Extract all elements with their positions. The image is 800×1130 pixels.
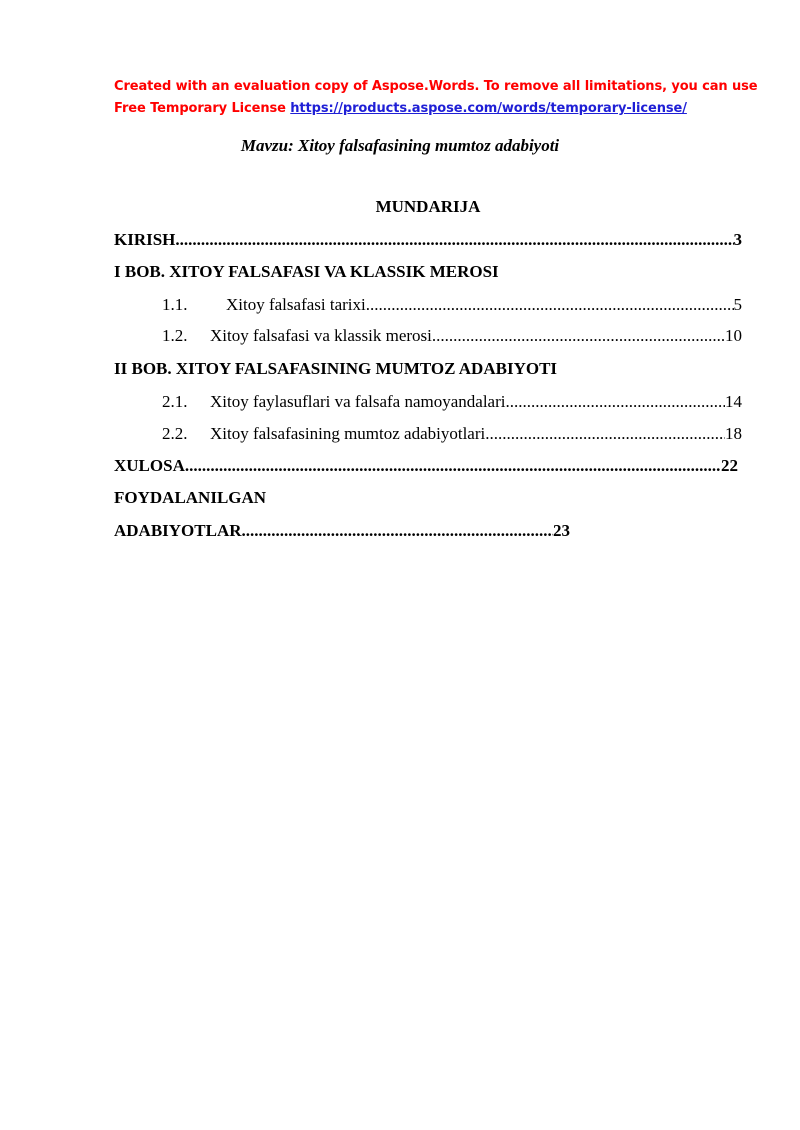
toc-entry-intro[interactable] — [114, 230, 742, 250]
toc-leader-dots — [366, 295, 734, 315]
toc-chapter-2[interactable] — [114, 359, 557, 379]
toc-entry-label: KIRISH — [114, 230, 176, 249]
evaluation-watermark — [114, 76, 758, 120]
toc-section-2-1[interactable] — [162, 392, 742, 412]
toc-section-1-2[interactable] — [162, 326, 742, 346]
watermark-text-line1: Created with an evaluation copy of Aspose.Words. To remove all limitations, you can use — [114, 79, 758, 94]
watermark-license-link[interactable]: https://products.aspose.com/words/temporary-license/ — [290, 101, 687, 116]
toc-leader-dots — [242, 521, 553, 541]
toc-entry-label: XULOSA — [114, 456, 185, 475]
toc-leader-dots — [485, 424, 725, 444]
toc-leader-dots — [432, 326, 725, 346]
document-subject: Mavzu: Xitoy falsafasining mumtoz adabiyoti — [240, 136, 560, 155]
toc-chapter-1[interactable] — [114, 262, 499, 282]
toc-entry-label: Xitoy faylasuflari va falsafa namoyandalari — [210, 392, 506, 411]
toc-page-number: 3 — [733, 230, 742, 249]
toc-entry-conclusion[interactable] — [114, 456, 738, 476]
toc-section-number: 2.1. — [162, 392, 188, 411]
toc-section-number: 1.2. — [162, 326, 188, 345]
toc-leader-dots — [505, 392, 725, 412]
toc-leader-dots — [175, 230, 733, 250]
toc-section-number: 1.1. — [162, 295, 188, 314]
toc-section-2-2[interactable] — [162, 424, 742, 444]
toc-entry-label: ADABIYOTLAR — [114, 521, 242, 540]
toc-leader-dots — [185, 456, 721, 476]
toc-entry-label: Xitoy falsafasi tarixi — [226, 295, 366, 314]
toc-entry-references[interactable] — [114, 521, 570, 541]
toc-entry-label: II BOB. XITOY FALSAFASINING MUMTOZ ADABIYOTI — [114, 359, 558, 378]
toc-entry-label: FOYDALANILGAN — [114, 488, 267, 507]
toc-entry-label: I BOB. XITOY FALSAFASI VA KLASSIK MEROSI — [114, 262, 499, 281]
toc-page-number: 10 — [725, 326, 742, 345]
toc-page-number: 18 — [725, 424, 742, 443]
toc-section-number: 2.2. — [162, 424, 188, 443]
toc-page-number: 22 — [721, 456, 738, 475]
watermark-license-label: Free Temporary License — [114, 101, 286, 116]
toc-entry-label: Xitoy falsafasining mumtoz adabiyotlari — [210, 424, 486, 443]
toc-page-number: 5 — [733, 295, 742, 314]
watermark-text-line2 — [114, 98, 754, 120]
toc-entry-label: Xitoy falsafasi va klassik merosi — [210, 326, 432, 345]
toc-heading: MUNDARIJA — [375, 197, 481, 216]
toc-page-number: 14 — [725, 392, 742, 411]
toc-page-number: 23 — [553, 521, 570, 540]
toc-entry-references-line1[interactable] — [114, 488, 266, 508]
toc-section-1-1[interactable] — [162, 295, 742, 315]
